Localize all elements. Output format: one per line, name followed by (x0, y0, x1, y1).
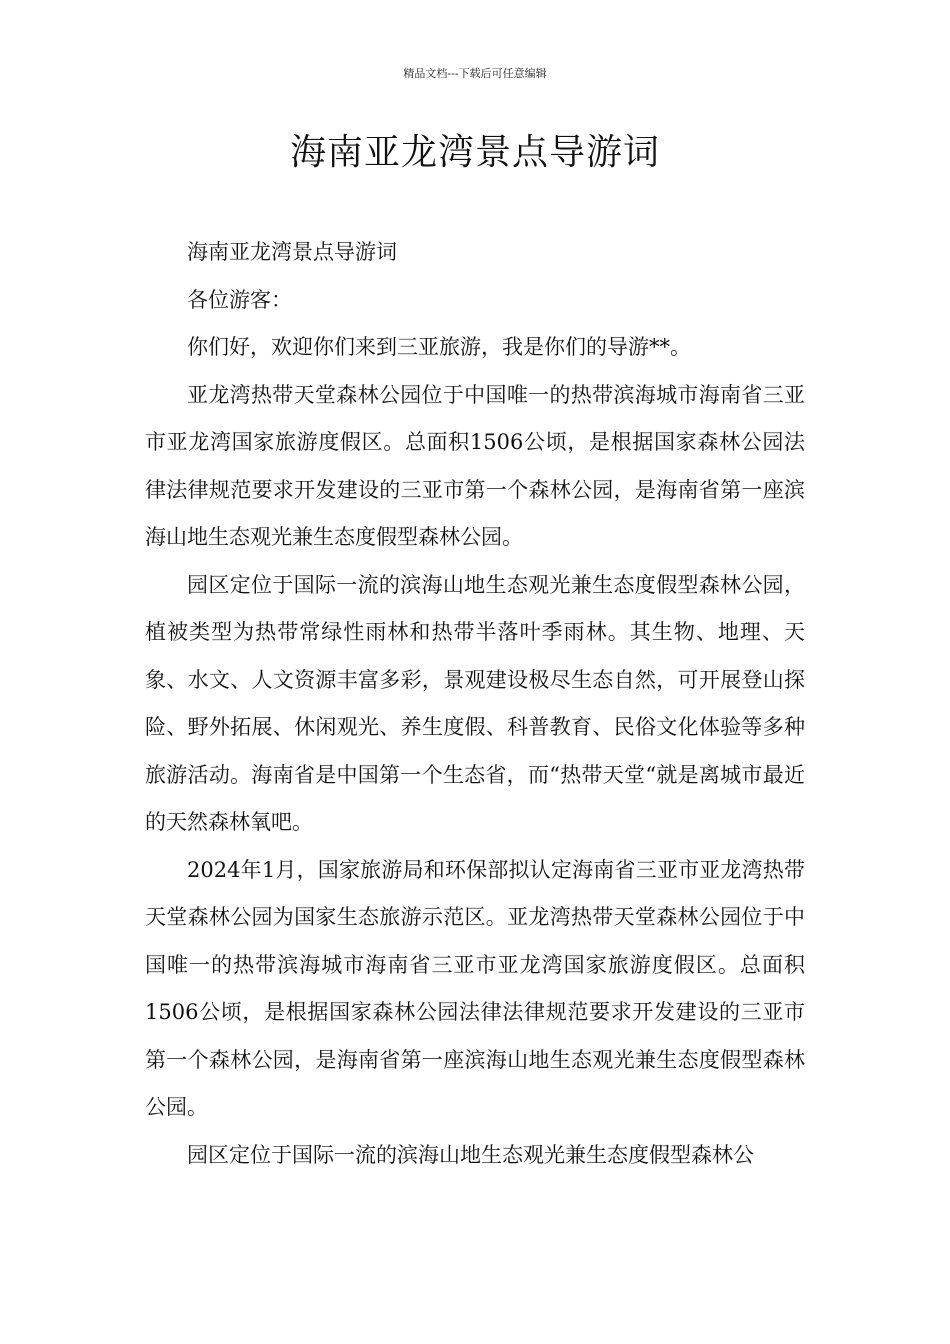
paragraph-subtitle: 海南亚龙湾景点导游词 (187, 240, 397, 264)
paragraph-park-positioning: 园区定位于国际一流的滨海山地生态观光兼生态度假型森林公园，植被类型为热带常绿性雨林和热带半落叶季雨林。其生物、地理、天象、水文、人文资源丰富多彩，景观建设极尽生态自然，可开展登山探险、野外拓展、休闲观光、养生度假、科普教育、民俗文化体验等多种旅游活动。海南省是中国第一个生态省，而“热带天堂“就是离城市最近的天然森林氧吧。 (145, 572, 805, 834)
document-body (145, 229, 805, 1179)
paragraph-welcome: 你们好，欢迎你们来到三亚旅游，我是你们的导游**。 (187, 335, 691, 359)
paragraph-greeting: 各位游客： (187, 287, 292, 312)
paragraph-park-location: 亚龙湾热带天堂森林公园位于中国唯一的热带滨海城市海南省三亚市亚龙湾国家旅游度假区。总面积1506公顷，是根据国家森林公园法律法律规范要求开发建设的三亚市第一个森林公园，是海南省第一座滨海山地生态观光兼生态度假型森林公园。 (145, 382, 805, 549)
document-title: 海南亚龙湾景点导游词 (289, 132, 660, 173)
paragraph-positioning-continued: 园区定位于国际一流的滨海山地生态观光兼生态度假型森林公 (187, 1142, 754, 1167)
header-note: 精品文档---下载后可任意编辑 (403, 67, 547, 80)
paragraph-demonstration-zone: 2024年1月，国家旅游局和环保部拟认定海南省三亚市亚龙湾热带天堂森林公园为国家生态旅游示范区。亚龙湾热带天堂森林公园位于中国唯一的热带滨海城市海南省三亚市亚龙湾国家旅游度假区。总面积1506公顷，是根据国家森林公园法律法律规范要求开发建设的三亚市第一个森林公园，是海南省第一座滨海山地生态观光兼生态度假型森林公园。 (145, 857, 805, 1119)
